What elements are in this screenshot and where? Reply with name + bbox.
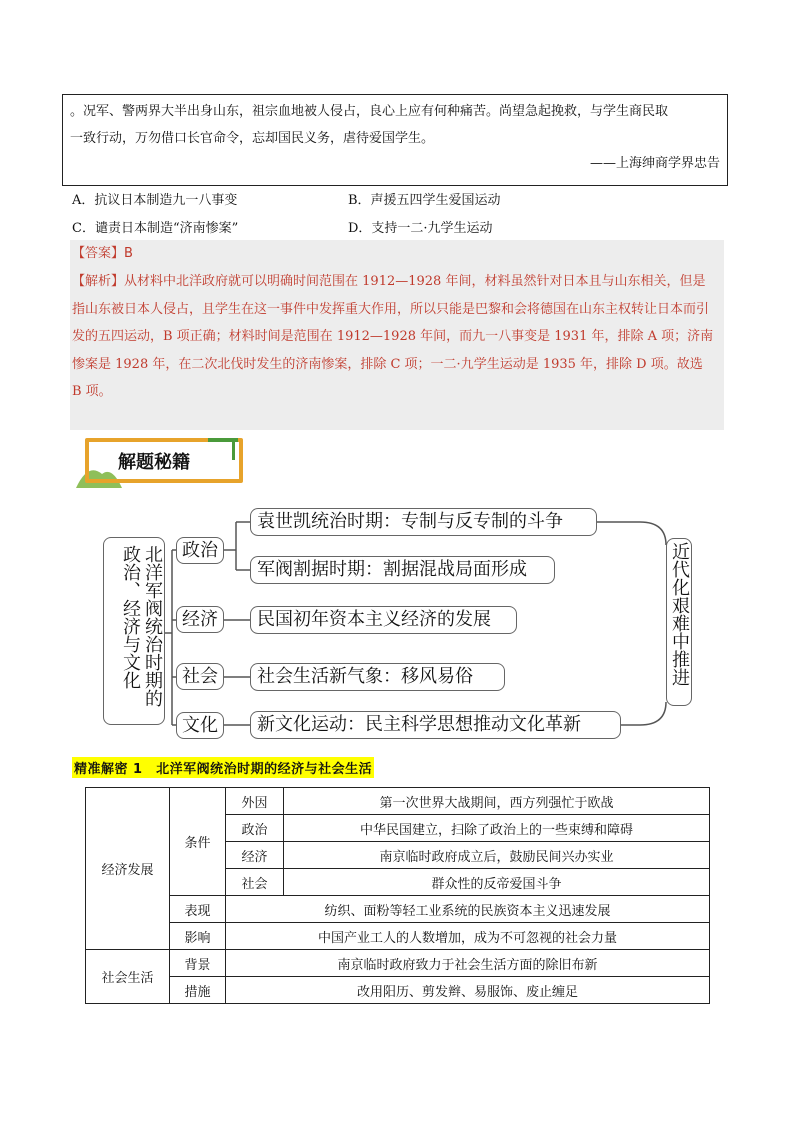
table-row: [86, 923, 710, 950]
row-label: 外因: [226, 788, 284, 815]
badge-title: 解题秘籍: [118, 452, 190, 473]
option-c: C．谴责日本制造“济南惨案”: [72, 221, 239, 236]
row-value: 纺织、面粉等轻工业系统的民族资本主义迅速发展: [226, 896, 710, 923]
explanation-body: 从材料中北洋政府就可以明确时间范围在 1912—1928 年间，材料虽然针对日本且与山东相关，但是指山东被日本人侵占，且学生在这一事件中发挥重大作用，所以只能是巴黎和会将德国在山东主权转让日本而引发的五四运动，B 项正确；材料时间是范围在 1912—1928 年间，而九一八事变是 1931 年，排除 A 项；济南惨案是 1928 年，在二次北伐时发生的济南惨案，排除 C 项；一二·九学生运动是 1935 年，排除 D 项。故选 B 项。: [72, 274, 714, 399]
leaf-culture-1: 新文化运动：民主科学思想推动文化革新: [250, 711, 621, 739]
branch-culture: 文化: [176, 712, 224, 739]
row-value: 南京临时政府致力于社会生活方面的除旧布新: [226, 950, 710, 977]
row-value: 群众性的反帝爱国斗争: [284, 869, 710, 896]
row-label: 经济: [226, 842, 284, 869]
row-value: 第一次世界大战期间，西方列强忙于欧战: [284, 788, 710, 815]
row-label: 背景: [170, 950, 226, 977]
summary-table: [85, 787, 710, 1004]
row-value: 南京临时政府成立后，鼓励民间兴办实业: [284, 842, 710, 869]
mindmap-root-col1: 北洋军阀统治时期的: [142, 545, 163, 707]
option-a: A．抗议日本制造九一八事变: [72, 193, 238, 208]
option-b: B．声援五四学生爱国运动: [348, 193, 501, 208]
conditions-cell: 条件: [170, 788, 226, 896]
row-label: 措施: [170, 977, 226, 1004]
leaf-society-1: 社会生活新气象：移风易俗: [250, 663, 505, 691]
group-economy: 经济发展: [86, 788, 170, 950]
quote-source: ——上海绅商学界忠告: [589, 156, 720, 171]
row-label: 表现: [170, 896, 226, 923]
row-label: 影响: [170, 923, 226, 950]
table-row: [86, 950, 710, 977]
quote-line-1: 。况军、警两界大半出身山东，祖宗血地被人侵占，良心上应有何种痛苦。尚望急起挽救，与学生商民取: [70, 104, 669, 119]
table-row: [86, 977, 710, 1004]
quote-line-2: 一致行动，万勿借口长官命令，忘却国民义务，虐待爱国学生。: [70, 131, 435, 146]
branch-politics: 政治: [176, 537, 224, 564]
branch-society: 社会: [176, 663, 224, 690]
explanation-label: 【解析】: [72, 274, 125, 289]
row-value: 中华民国建立，扫除了政治上的一些束缚和障碍: [284, 815, 710, 842]
row-value: 中国产业工人的人数增加，成为不可忽视的社会力量: [226, 923, 710, 950]
mindmap-right-text: 近代化艰难中推进: [669, 542, 690, 686]
row-label: 政治: [226, 815, 284, 842]
table-row: [86, 788, 710, 815]
mindmap-root-col2: 政治、经济与文化: [120, 545, 141, 689]
section-title: 精准解密 1 北洋军阀统治时期的经济与社会生活: [72, 757, 374, 778]
option-d: D．支持一二·九学生运动: [348, 221, 493, 236]
answer-value: B: [124, 246, 133, 261]
table-row: [86, 896, 710, 923]
row-value: 改用阳历、剪发辫、易服饰、废止缠足: [226, 977, 710, 1004]
mindmap-root-text: [107, 545, 163, 725]
row-label: 社会: [226, 869, 284, 896]
answer-label: 【答案】: [72, 246, 125, 261]
branch-economy: 经济: [176, 606, 224, 633]
leaf-politics-2: 军阀割据时期：割据混战局面形成: [250, 556, 555, 584]
leaf-economy-1: 民国初年资本主义经济的发展: [250, 606, 517, 634]
leaf-politics-1: 袁世凯统治时期：专制与反专制的斗争: [250, 508, 597, 536]
group-social: 社会生活: [86, 950, 170, 1004]
